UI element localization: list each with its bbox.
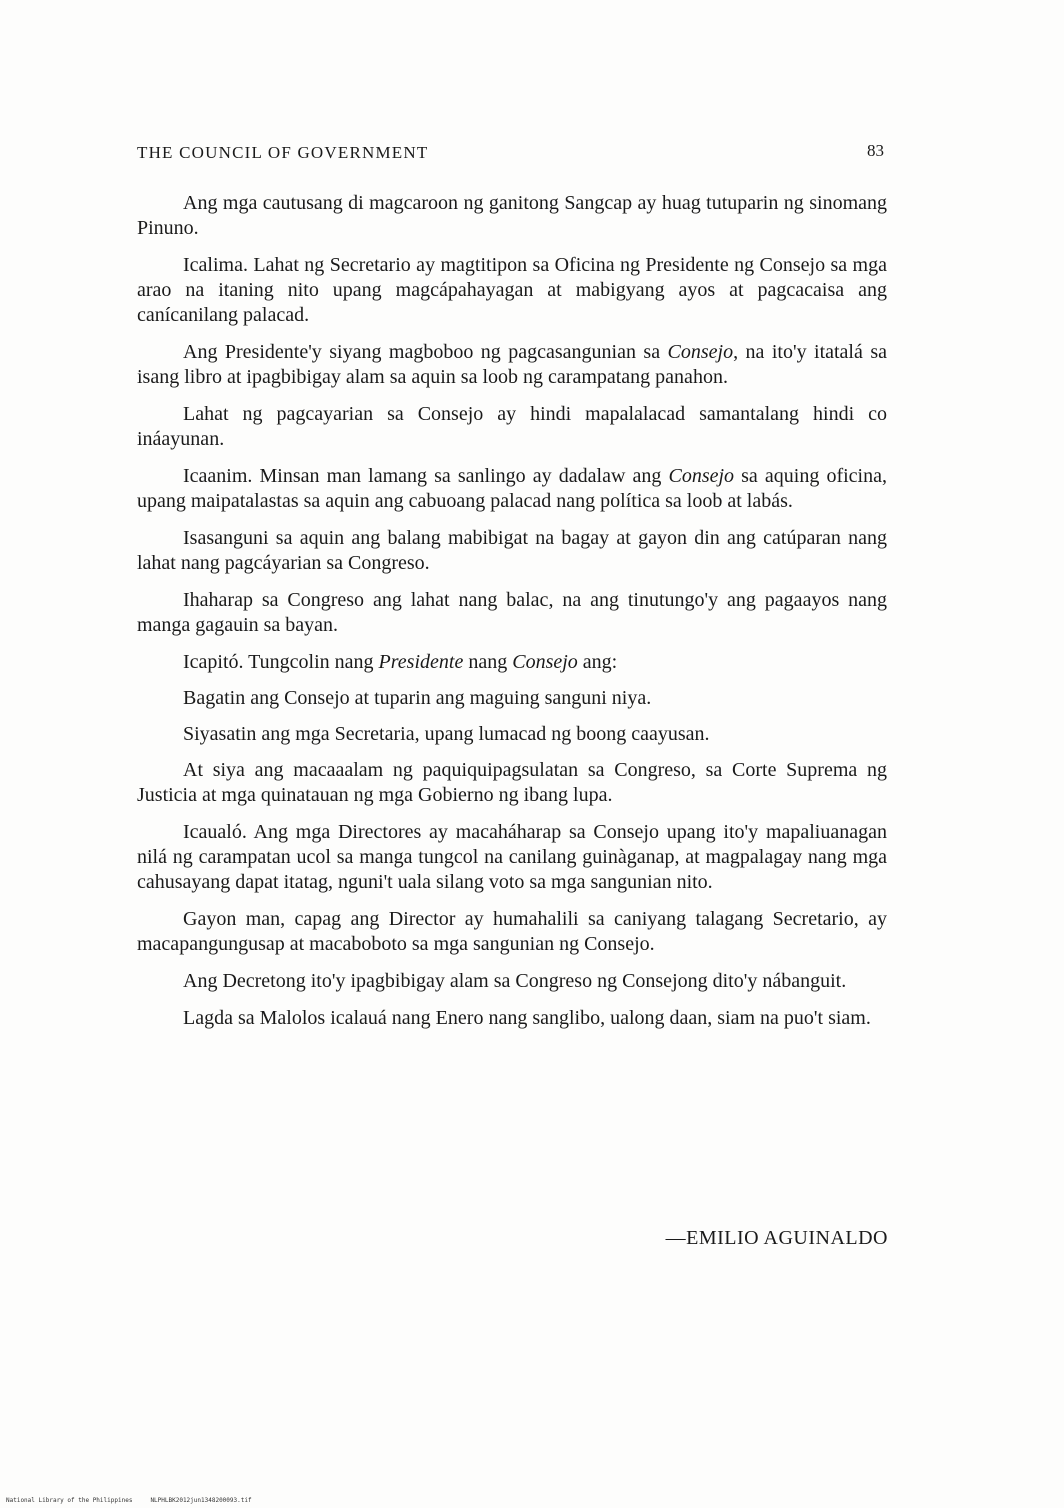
italic-term: Presidente [378,651,464,673]
paragraph: Lahat ng pagcayarian sa Consejo ay hindi mapalalacad samantalang hindi co ináayunan. [137,403,887,450]
paragraph: Gayon man, capag ang Director ay humahalili sa caniyang talagang Secretario, ay macapangungusap at macaboboto sa mga sangunian ng Consejo. [137,908,887,955]
paragraph: Isasanguni sa aquin ang balang mabibigat na bagay at gayon din ang catúparan nang lahat nang pagcáyarian sa Congreso. [137,527,887,574]
paragraph: Ihaharap sa Congreso ang lahat nang balac, na ang tinutungo'y ang pagaayos nang manga gagauin sa bayan. [137,589,887,636]
paragraph-text: , na ito'y itatalá sa isang libro at ipagbibigay alam sa aquin sa loob ng carampatang panahon. [137,341,887,388]
paragraph: Icaualó. Ang mga Directores ay macaháharap sa Consejo upang ito'y mapaliuanagan nilá ng carampatan ucol sa manga tungcol na canilang guinàganap, at magpalagay nang mga cahusayang dapat itatag, nguni't uala silang voto sa mga sangunian nito. [137,821,887,893]
body-text [137,191,887,1043]
paragraph: Ang mga cautusang di magcaroon ng ganitong Sangcap ay huag tutuparin ng sinomang Pinuno. [137,192,887,239]
paragraph-text: sa aquing oficina, upang maipatalastas sa aquin ang cabuoang palacad nang política sa loob at labás. [137,465,887,512]
library-credit: National Library of the Philippines [6,1497,133,1504]
scan-footer [6,1497,252,1504]
paragraph-text: Ang Presidente'y siyang magboboo ng pagcasangunian sa [183,341,668,363]
paragraph-text: Icapitó. Tungcolin nang [183,651,379,673]
paragraph: Ang Decretong ito'y ipagbibigay alam sa Congreso ng Consejong dito'y nábanguit. [183,970,847,992]
paragraph [137,650,887,675]
paragraph: At siya ang macaaalam ng paquiquipagsulatan sa Congreso, sa Corte Suprema ng Justicia at mga quinatauan ng mga Gobierno ng ibang lupa. [137,759,887,806]
paragraph: Bagatin ang Consejo at tuparin ang maguing sanguni niya. [183,687,652,709]
paragraph-text: Icaanim. Minsan man lamang sa sanlingo ay dadalaw ang [183,465,669,487]
signature: —EMILIO AGUINALDO [665,1227,888,1249]
italic-term: Consejo [667,341,734,363]
page-number: 83 [867,141,884,160]
paragraph: Lagda sa Malolos icalauá nang Enero nang sanglibo, ualong daan, siam na puo't siam. [183,1007,871,1029]
paragraph [137,464,887,514]
italic-term: Consejo [512,651,578,673]
paragraph: Siyasatin ang mga Secretaria, upang lumacad ng boong caayusan. [183,723,710,745]
paragraph-text: ang: [577,651,618,673]
file-id: NLPHLBK2012jun1348200093.tif [150,1497,252,1504]
italic-term: Consejo [668,465,735,487]
paragraph [137,340,887,390]
running-title: THE COUNCIL OF GOVERNMENT [137,143,429,162]
paragraph: Icalima. Lahat ng Secretario ay magtitipon sa Oficina ng Presidente ng Consejo sa mga arao na itaning nito upang magcápahayagan at mabigyang ayos at pagcacaisa ang canícanilang palacad. [137,254,887,326]
paragraph-text: nang [463,651,513,673]
